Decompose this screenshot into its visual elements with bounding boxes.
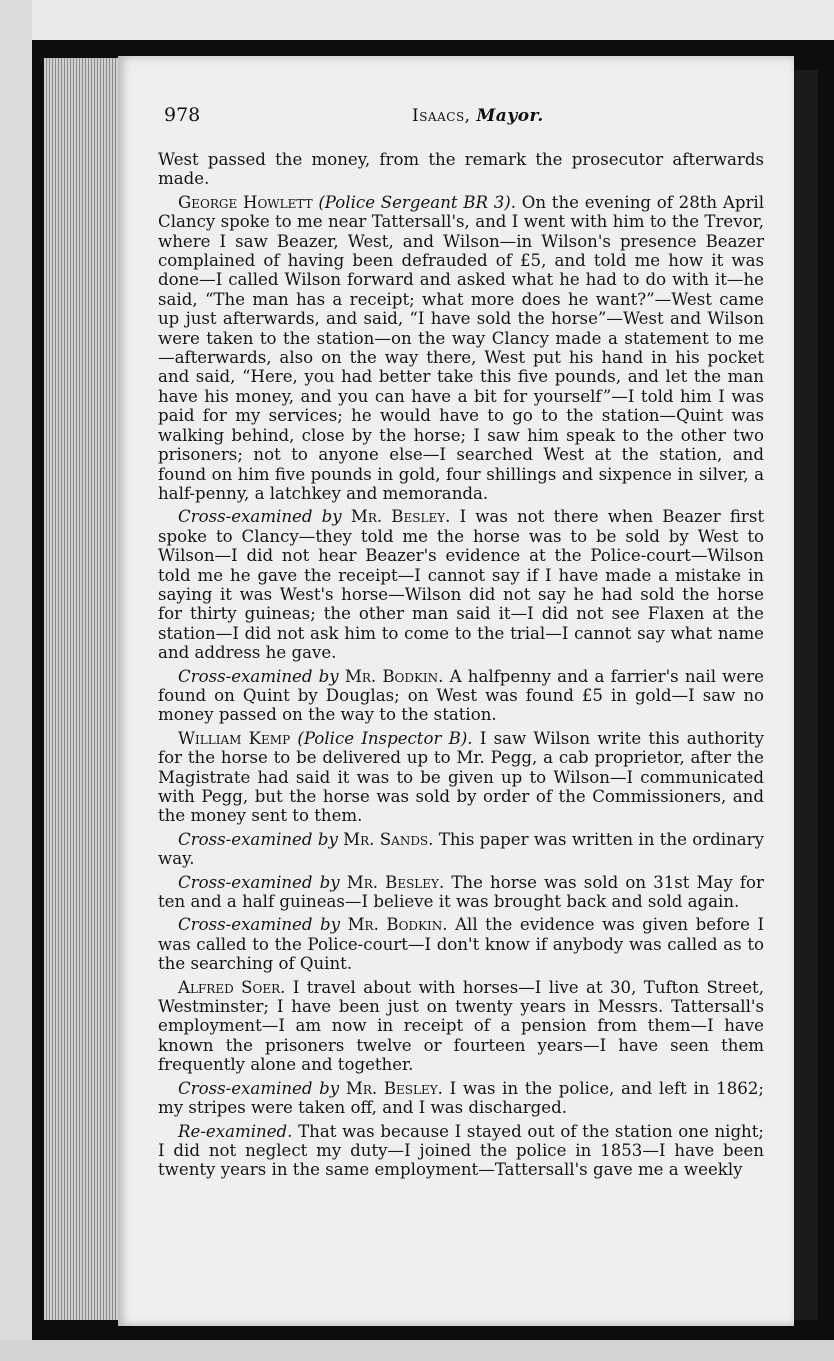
counsel-name: Mr. Besley. [346,872,445,892]
running-head-title: Mayor. [476,106,544,126]
running-head [412,106,544,126]
examination-label: Cross-examined by [178,829,338,849]
examination-label: Cross-examined by [178,915,341,935]
paragraph [158,978,764,1075]
witness-role: (Police Sergeant BR 3). [318,192,517,212]
paragraph-text: That was because I stayed out of the station one night; I did not neglect my duty—I joined the police in 1853—I have been twenty years in the same employment—Tattersall's gave me a weekly [158,1121,765,1180]
paragraph-text: I was not there when Beazer first spoke to Clancy—they told me the horse was to be sold by West to Wilson—I did not hear Beazer's evidence at the Police-court—Wilson told me he gave the receipt—I cannot say if I have made a mistake in saying it was West's horse—Wilson did not say he had sold the horse for thirty guineas; the other man said it—I did not see Flaxen at the station—I did not ask him to come to the trial—I cannot say what name and address he gave. [158,507,765,663]
counsel-name: Mr. Besley. [345,1078,443,1098]
paragraph [158,1122,764,1180]
paragraph [158,507,764,662]
examination-label: Cross-examined by [178,507,342,527]
paragraph-text: The horse was sold on 31st May for ten and a half guineas—I believe it was brought back and sold again. [158,872,764,912]
paragraph [158,729,764,826]
paragraph-text: This paper was written in the ordinary way. [158,829,764,869]
paragraph-text: On the evening of 28th April Clancy spoke to me near Tattersall's, and I went with him to the Trevor, where I saw Beazer, West, and Wilson—in Wilson's presence Beazer complained of having been defrauded of £5, and told me how it was done—I called Wilson forward and asked what he had to do with it—he said, “The man has a receipt; what more does he want?”—West came up just afterwards, and said, “I have sold the horse”—West and Wilson were taken to the station—on the way Clancy made a statement to me—afterwards, also on the way there, West put his hand in his pocket and said, “Here, you had better take this five pounds, and let the man have his money, and you can have a bit for yourself”—I told him I was paid for my services; he would have to go to the station—Quint was walking behind, close by the horse; I saw him speak to the other two prisoners; not to anyone else—I searched West at the station, and found on him five pounds in gold, four shillings and sixpence in silver, a half-penny, a latchkey and memoranda. [158,192,764,503]
paragraph [158,915,764,973]
witness-name: George Howlett [178,192,313,212]
page-number: 978 [164,104,201,126]
witness-name: William Kemp [178,728,291,748]
paragraph-text: A halfpenny and a farrier's nail were found on Quint by Douglas; on West was found £5 in gold—I saw no money passed on the way to the station. [158,666,764,725]
paragraph [158,830,764,869]
counsel-name: Mr. Sands. [343,829,434,849]
counsel-name: Mr. Bodkin. [344,666,444,686]
paragraph [158,873,764,912]
page-edges [44,58,122,1320]
scan-bottom-margin [0,1340,834,1361]
paragraph-text: I saw Wilson write this authority for the horse to be delivered up to Mr. Pegg, a cab proprietor, after the Magistrate had said it was to be given up to Wilson—I communicated with Pegg, but the horse was sold by order of the Commissioners, and the money sent to them. [158,728,764,826]
examination-label: Cross-examined by [178,872,340,892]
paragraph-text: All the evidence was given before I was called to the Police-court—I don't know if anybody was called as to the searching of Quint. [158,915,765,974]
book-right-edge [794,70,818,1320]
running-head-name: Isaacs, [412,106,471,126]
counsel-name: Mr. Bodkin. [347,915,448,935]
paragraph-text: I travel about with horses—I live at 30, Tufton Street, Westminster; I have been just on twenty years in Messrs. Tattersall's employment—I am now in receipt of a pension from them—I have known the prisoners twelve or fourteen years—I have seen them frequently alone and together. [158,977,764,1075]
page-header [164,104,776,134]
scan-top-margin [0,0,834,40]
paragraph-text: West passed the money, from the remark the prosecutor afterwards made. [158,150,764,189]
counsel-name: Mr. Besley. [350,507,451,527]
paragraph-text: I was in the police, and left in 1862; my stripes were taken off, and I was discharged. [158,1078,764,1118]
scan-left-margin [0,0,32,1361]
page-body [158,150,764,1184]
witness-name: Alfred Soer. [178,977,286,997]
paragraph [158,193,764,504]
paragraph [158,667,764,725]
examination-label: Cross-examined by [178,666,339,686]
examination-label: Re-examined. [178,1121,293,1141]
paragraph [158,150,764,189]
paragraph [158,1079,764,1118]
examination-label: Cross-examined by [178,1078,340,1098]
witness-role: (Police Inspector B). [297,728,473,748]
